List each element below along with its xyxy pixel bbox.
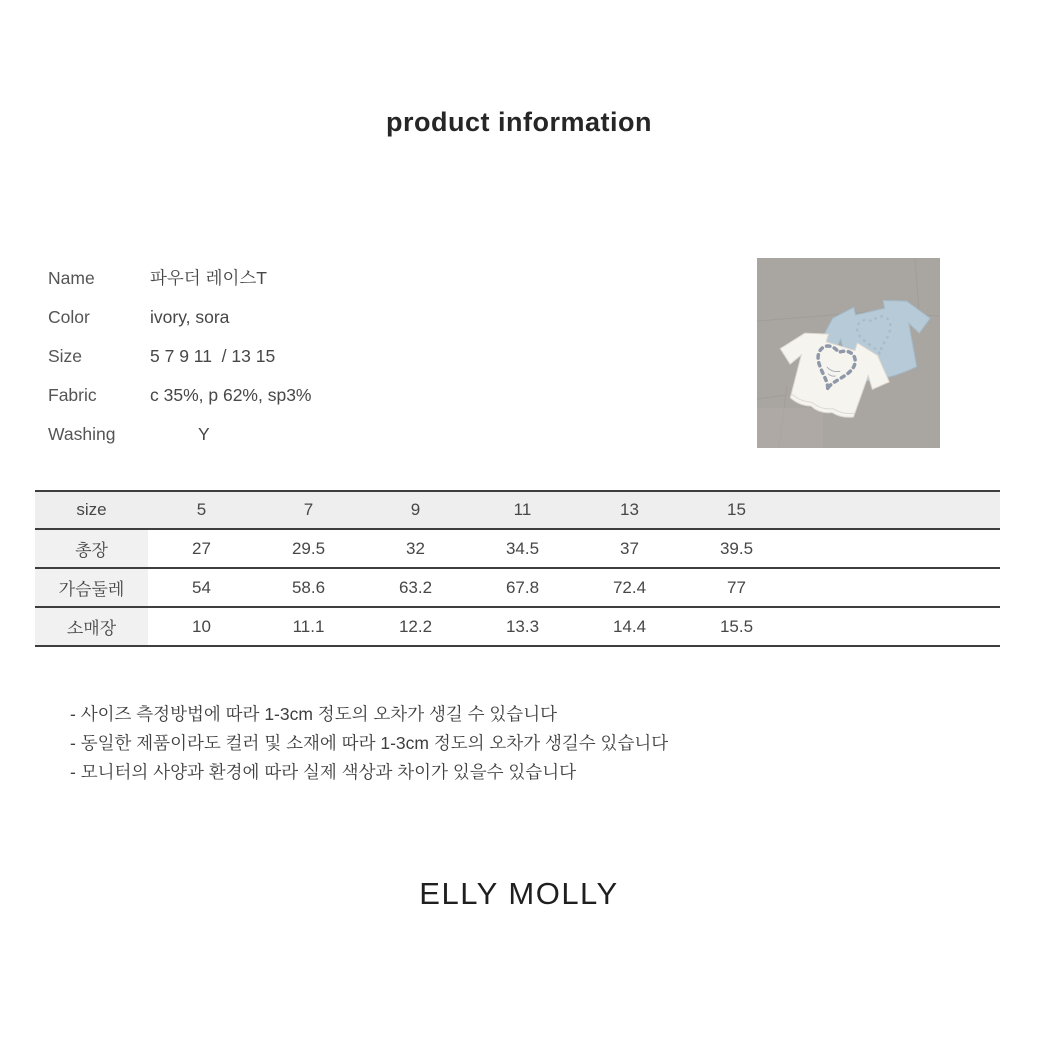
detail-label: Name [48, 268, 95, 288]
table-cell: 12.2 [398, 616, 433, 636]
detail-row-name [48, 266, 311, 290]
table-row-length [35, 529, 1000, 568]
table-cell-filler [790, 529, 1000, 568]
size-table [35, 490, 1000, 647]
product-details [48, 266, 311, 461]
detail-value: 5 7 9 11 / 13 15 [150, 346, 276, 366]
table-cell: 63.2 [398, 577, 433, 597]
table-cell: 32 [406, 538, 425, 558]
row-label: 총장 [35, 529, 148, 568]
detail-label: Fabric [48, 385, 97, 405]
brand-logo-text: ELLY MOLLY [419, 876, 619, 911]
size-table-header-cell: size [76, 500, 107, 519]
detail-value: ivory, sora [150, 307, 230, 327]
table-cell: 54 [192, 577, 211, 597]
table-cell: 39.5 [719, 538, 754, 558]
table-cell: 15.5 [719, 616, 754, 636]
note-line: - 모니터의 사양과 환경에 따라 실제 색상과 차이가 있을수 있습니다 [70, 762, 577, 782]
detail-row-color [48, 305, 311, 329]
page-title: product information [386, 107, 652, 137]
size-table-header-cell: 11 [513, 500, 532, 519]
size-table-header-cell: 13 [620, 500, 639, 519]
size-table-header-cell: 5 [196, 500, 207, 519]
tile-highlight [757, 408, 823, 448]
table-cell: 77 [727, 577, 746, 597]
detail-label: Size [48, 346, 83, 366]
size-table-header-row [35, 491, 1000, 529]
size-table-header-cell: 7 [303, 500, 314, 519]
note-line: - 사이즈 측정방법에 따라 1-3cm 정도의 오차가 생길 수 있습니다 [70, 704, 558, 724]
note-line: - 동일한 제품이라도 컬러 및 소재에 따라 1-3cm 정도의 오차가 생길수 있습니다 [70, 733, 669, 753]
table-row-chest [35, 568, 1000, 607]
table-row-sleeve [35, 607, 1000, 646]
detail-row-fabric [48, 383, 311, 407]
disclaimer-notes [70, 700, 668, 787]
detail-value: Y [198, 424, 210, 444]
table-cell-filler [790, 607, 1000, 646]
table-cell-filler [790, 568, 1000, 607]
detail-label: Color [48, 307, 90, 327]
product-photo-illustration [757, 258, 940, 448]
size-table-header-cell: 15 [727, 500, 746, 519]
row-label: 소매장 [35, 607, 148, 646]
detail-label: Washing [48, 424, 116, 444]
table-cell: 34.5 [505, 538, 540, 558]
detail-row-size [48, 344, 311, 368]
detail-value: c 35%, p 62%, sp3% [150, 385, 312, 405]
table-cell: 72.4 [612, 577, 647, 597]
table-cell: 58.6 [291, 577, 326, 597]
table-cell: 14.4 [612, 616, 647, 636]
product-photo [757, 258, 940, 448]
table-cell: 37 [620, 538, 639, 558]
table-cell: 29.5 [291, 538, 326, 558]
table-cell: 11.1 [292, 616, 325, 636]
detail-row-washing [48, 422, 311, 446]
table-cell: 10 [192, 616, 211, 636]
row-label: 가슴둘레 [35, 568, 148, 607]
size-table-header-filler [790, 491, 1000, 529]
table-cell: 67.8 [505, 577, 540, 597]
table-cell: 13.3 [505, 616, 540, 636]
size-table-header-cell: 9 [410, 500, 421, 519]
table-cell: 27 [192, 538, 211, 558]
detail-value: 파우더 레이스T [150, 268, 267, 288]
